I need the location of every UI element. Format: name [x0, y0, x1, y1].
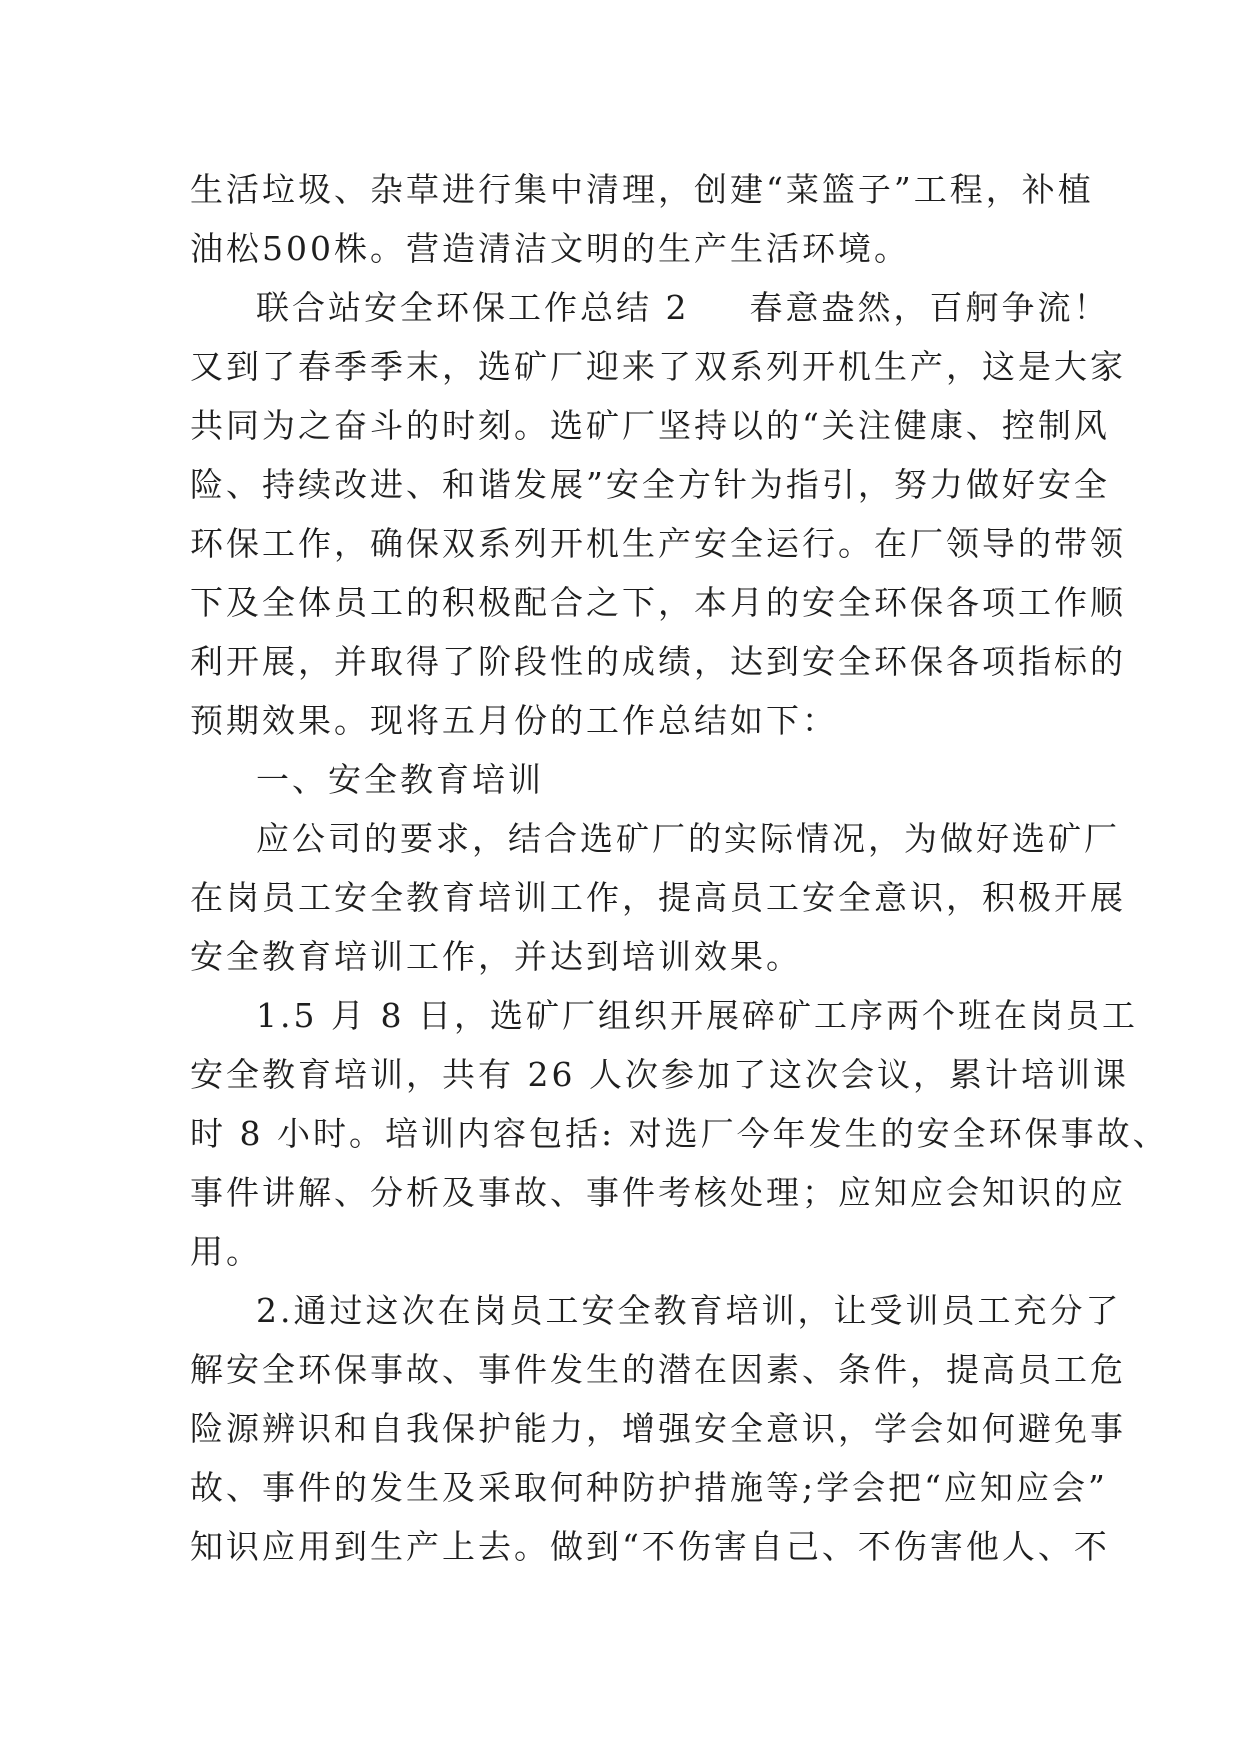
text-line: 知识应用到生产上去。做到“不伤害自己、不伤害他人、不	[190, 1527, 1110, 1566]
text-line: 事件讲解、分析及事故、事件考核处理；应知应会知识的应	[190, 1173, 1126, 1212]
text-line: 下及全体员工的积极配合之下，本月的安全环保各项工作顺	[190, 583, 1126, 622]
text-line: 2.通过这次在岗员工安全教育培训，让受训员工充分了	[256, 1291, 1122, 1330]
text-line: 共同为之奋斗的时刻。选矿厂坚持以的“关注健康、控制风	[190, 406, 1110, 445]
text-line: 在岗员工安全教育培训工作，提高员工安全意识，积极开展	[190, 878, 1126, 917]
text-line: 环保工作，确保双系列开机生产安全运行。在厂领导的带领	[190, 524, 1126, 563]
text-line: 1.5 月 8 日，选矿厂组织开展碎矿工序两个班在岗员工	[256, 996, 1138, 1035]
text-line: 险、持续改进、和谐发展”安全方针为指引，努力做好安全	[190, 465, 1110, 504]
text-line: 又到了春季季末，选矿厂迎来了双系列开机生产，这是大家	[190, 347, 1126, 386]
text-line: 险源辨识和自我保护能力，增强安全意识，学会如何避免事	[190, 1409, 1126, 1448]
text-line: 安全教育培训，共有 26 人次参加了这次会议，累计培训课	[190, 1055, 1129, 1094]
subsection-heading: 一、安全教育培训	[256, 760, 544, 799]
text-line: 利开展，并取得了阶段性的成绩，达到安全环保各项指标的	[190, 642, 1126, 681]
text-line: 解安全环保事故、事件发生的潜在因素、条件，提高员工危	[190, 1350, 1126, 1389]
text-line: 油松500株。营造清洁文明的生产生活环境。	[190, 229, 910, 268]
text-line: 安全教育培训工作，并达到培训效果。	[190, 937, 802, 976]
text-line: 预期效果。现将五月份的工作总结如下：	[190, 701, 838, 740]
text-line: 用。	[190, 1232, 262, 1271]
section-title: 联合站安全环保工作总结 2	[256, 288, 690, 327]
opening-phrase: 春意盎然，百舸争流！	[749, 288, 1110, 327]
text-line: 生活垃圾、杂草进行集中清理，创建“菜篮子”工程，补植	[190, 170, 1094, 209]
document-body	[190, 160, 1169, 1576]
section-title-line	[190, 278, 1110, 337]
text-line: 应公司的要求，结合选矿厂的实际情况，为做好选矿厂	[256, 819, 1120, 858]
text-line: 故、事件的发生及采取何种防护措施等;学会把“应知应会”	[190, 1468, 1108, 1507]
text-line: 时 8 小时。培训内容包括: 对选厂今年发生的安全环保事故、	[190, 1114, 1169, 1153]
